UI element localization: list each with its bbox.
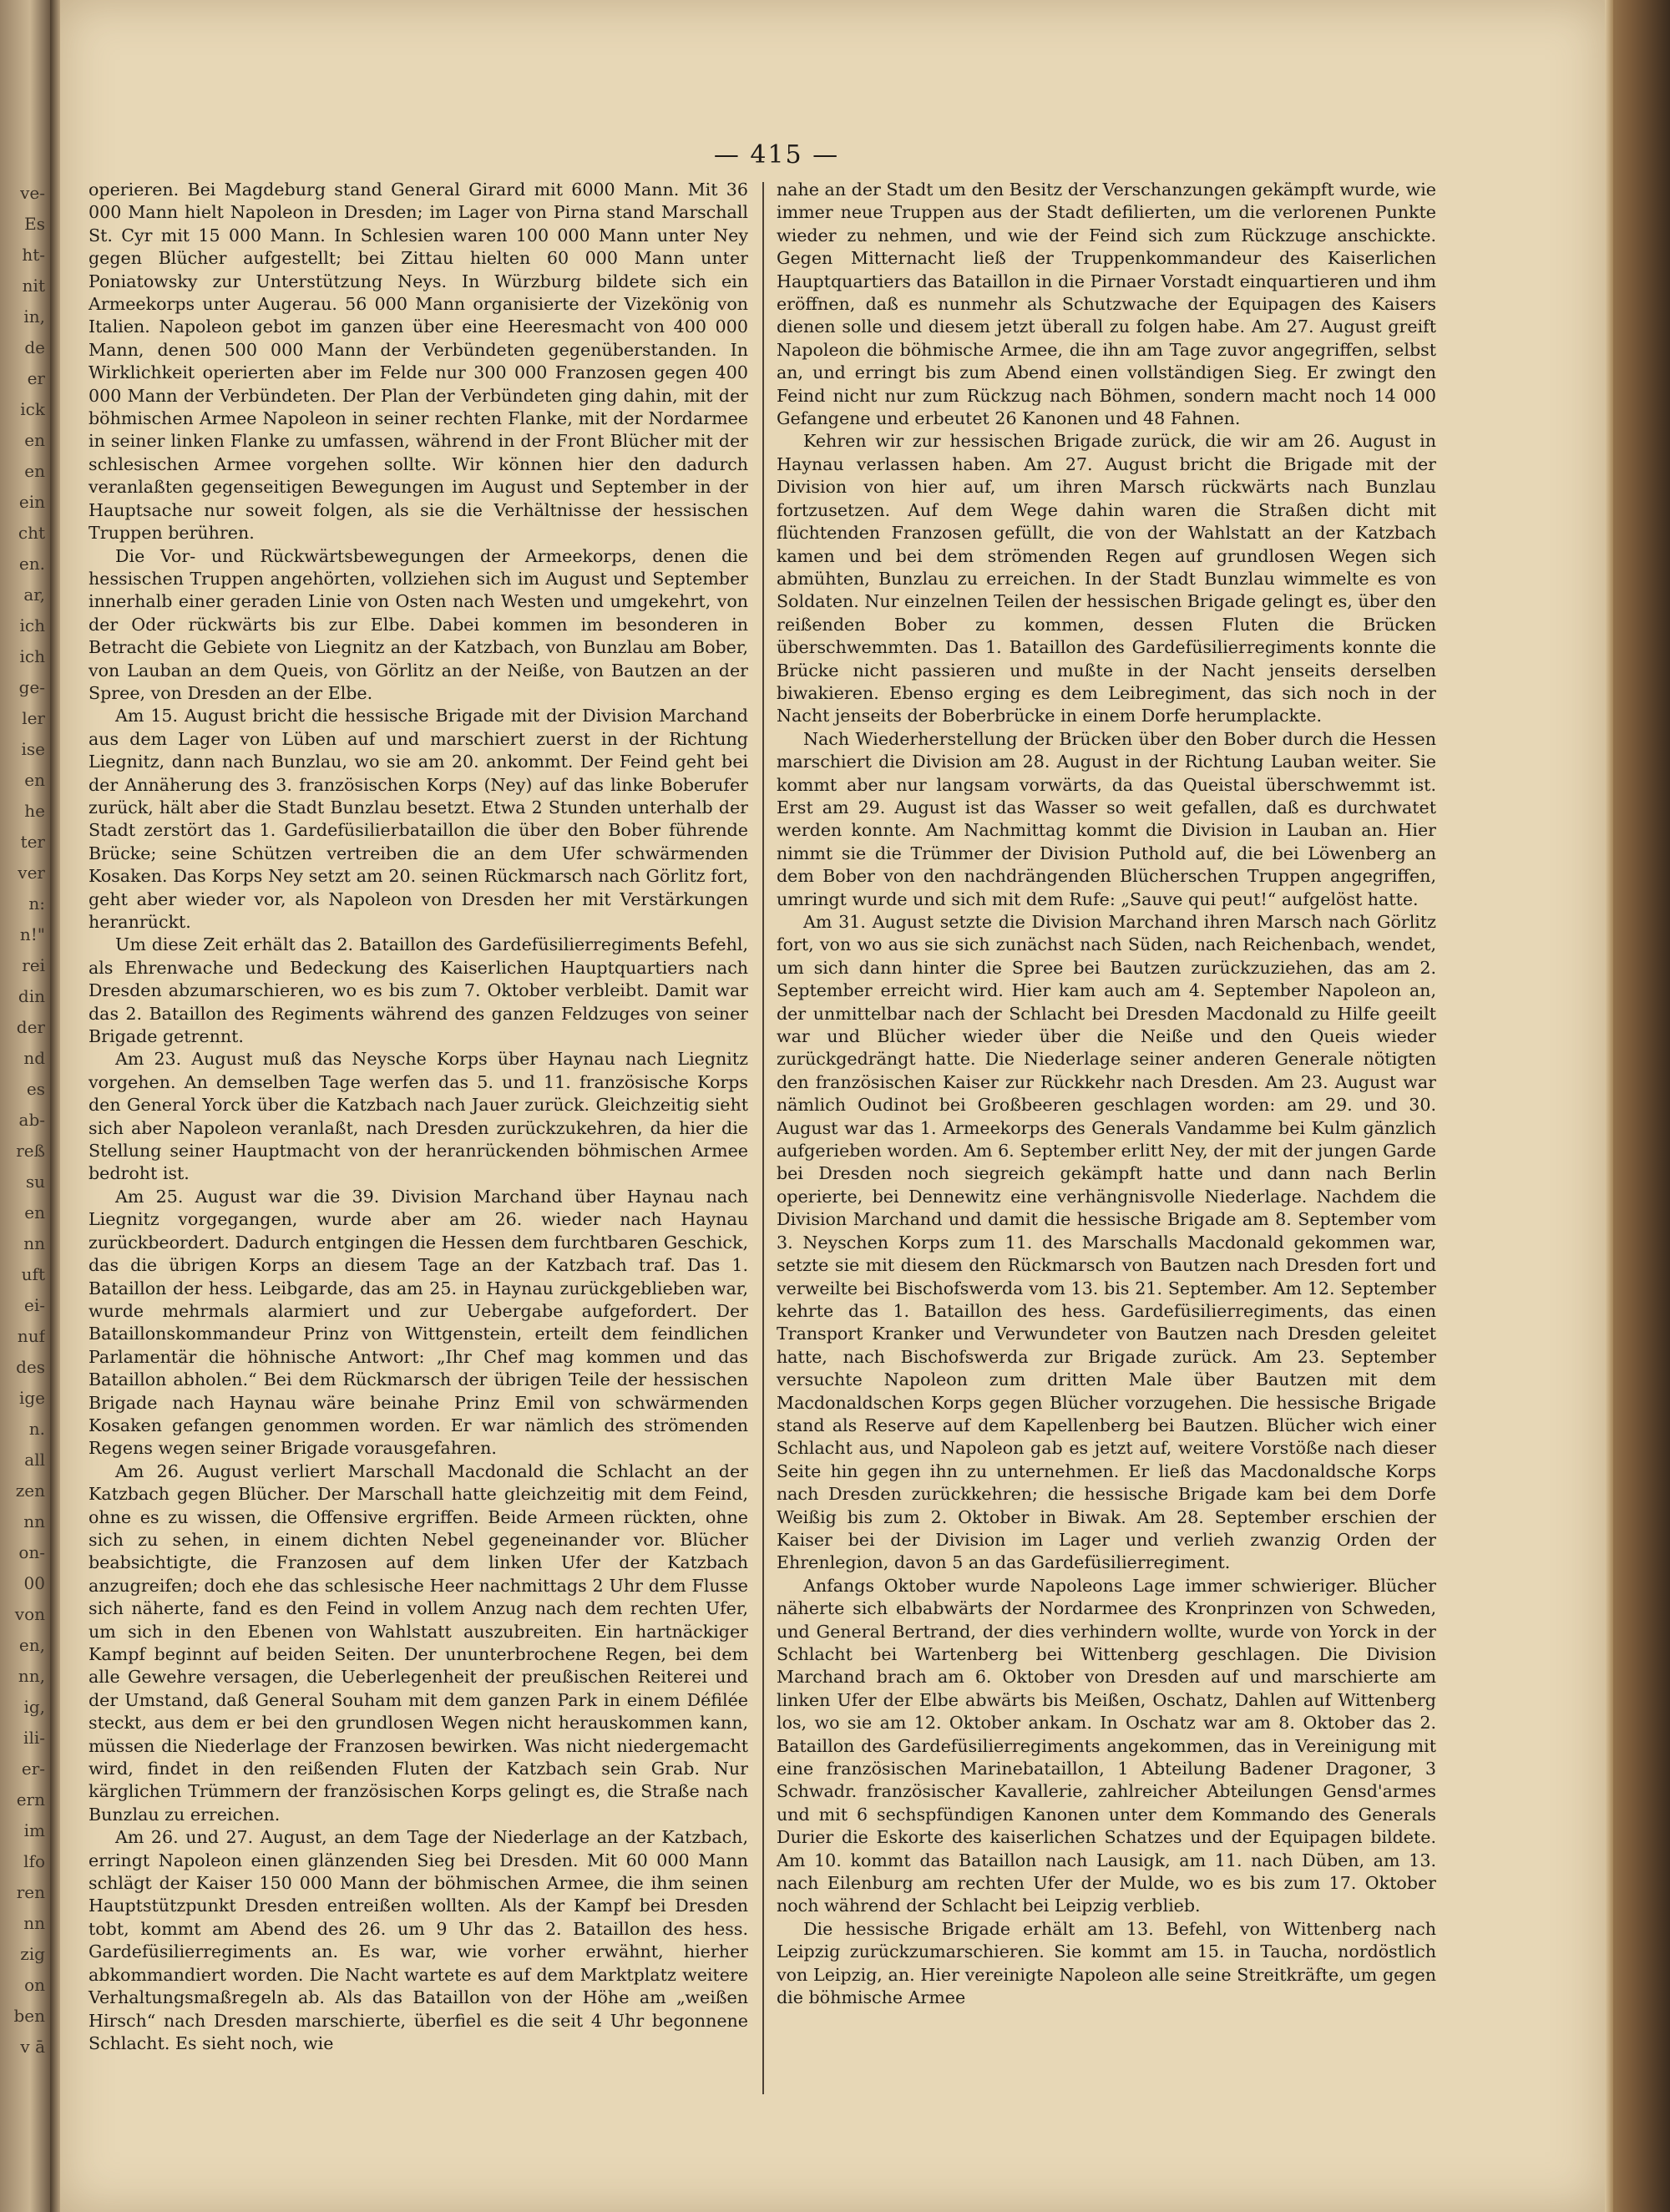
margin-fragment: ver (18, 863, 45, 883)
margin-fragment: en (24, 430, 45, 450)
margin-fragment: reß (16, 1141, 45, 1161)
paragraph: nahe an der Stadt um den Besitz der Verschanzungen gekämpft wurde, wie immer neue Truppen aus der Stadt defilierten, um die verlorenen Punkte wieder zu nehmen, und wie der Feind sich zum Rückzuge anschickte. Gegen Mitternacht ließ der Truppenkommandeur des Kaiserlichen Hauptquartiers das Bataillon in die Pirnaer Vorstadt einquartieren und ihm eröffnen, daß es nunmehr als Schutzwache der Equipagen des Kaisers dienen solle und diesem jetzt überall zu folgen habe. Am 27. August greift Napoleon die böhmische Armee, die ihn am Tage zuvor angegriffen, selbst an, und erringt bis zum Abend einen vollständigen Sieg. Er zwingt den Feind nicht nur zum Rückzug nach Böhmen, sondern macht noch 14 000 Gefangene und erbeutet 26 Kanonen und 48 Fahnen. (777, 180, 1436, 429)
margin-fragment: ab- (18, 1110, 45, 1130)
margin-fragment: nit (22, 276, 45, 296)
paragraph: Nach Wiederherstellung der Brücken über den Bober durch die Hessen marschiert die Division am 28. August in der Richtung Lauban weiter. Sie kommt aber nur langsam vorwärts, da das Queistal überschwemmt ist. Erst am 29. August ist das Wasser so weit gefallen, daß es durchwatet werden konnte. Am Nachmittag kommt die Division in Lauban an. Hier nimmt sie die Trümmer der Division Puthold auf, die bei Löwenberg an dem Bober von den nachdrängenden Blücherschen Truppen angegriffen, umringt wurde und sich mit dem Rufe: „Sauve qui peut!“ aufgelöst hatte. (777, 728, 1436, 909)
margin-fragment: en (24, 1202, 45, 1222)
margin-fragment: des (16, 1357, 45, 1377)
margin-fragment: nuf (17, 1326, 45, 1346)
margin-fragment: n: (28, 893, 45, 914)
margin-fragment: rei (22, 955, 45, 975)
margin-fragment: von (14, 1604, 45, 1624)
margin-fragment: n!" (19, 924, 45, 944)
paragraph: Die Vor- und Rückwärtsbewegungen der Armeekorps, denen die hessischen Truppen angehörten, vollziehen sich im August und September innerhalb einer geraden Linie von Osten nach Westen und umgekehrt, von der Oder rückwärts bis zur Elbe. Dabei kommen im besonderen in Betracht die Gebiete von Liegnitz an der Katzbach, von Bunzlau am Bober, von Lauban an dem Queis, von Görlitz an der Neiße, von Bautzen an der Spree, von Dresden an der Elbe. (89, 545, 748, 703)
paragraph: Am 25. August war die 39. Division Marchand über Haynau nach Liegnitz vorgegangen, wurde aber am 26. wieder nach Haynau zurückbeordert. Dadurch entgingen die Hessen dem furchtbaren Geschick, das die übrigen Korps an diesem Tage an der Katzbach traf. Das 1. Bataillon der hess. Leibgarde, das am 25. in Haynau zurückgeblieben war, wurde mehrmals alarmiert und zur Uebergabe aufgefordert. Der Bataillonskommandeur Prinz von Wittgenstein, erteilt dem feindlichen Parlamentär die höhnische Antwort: „Ihr Chef mag kommen und das Bataillon abholen.“ Bei dem Rückmarsch der übrigen Teile der hessischen Brigade nach Haynau wäre beinahe Prinz Emil von schwärmenden Kosaken gefangen genommen worden. Er war nämlich des strömenden Regens wegen seiner Brigade vorausgefahren. (89, 1186, 748, 1459)
margin-fragment: v ā (20, 2037, 45, 2057)
margin-fragment: ar, (23, 585, 45, 605)
paragraph: Am 23. August muß das Neysche Korps über Haynau nach Liegnitz vorgehen. An demselben Tage werfen das 5. und 11. französische Korps den General Yorck über die Katzbach nach Jauer zurück. Gleichzeitig sieht sich aber Napoleon veranlaßt, nach Dresden zurückzukehren, da hier die Stellung seiner Hauptmacht von der heranrückenden böhmischen Armee bedroht ist. (89, 1049, 748, 1184)
paragraph: Anfangs Oktober wurde Napoleons Lage immer schwieriger. Blücher näherte sich elbabwärts der Nordarmee des Kronprinzen von Schweden, und General Bertrand, der dies verhindern wollte, wurde von Yorck in der Schlacht bei Wartenberg bei Wittenberg geschlagen. Die Division Marchand brach am 6. Oktober von Dresden auf und marschierte am linken Ufer der Elbe abwärts bis Meißen, Oschatz, Dahlen auf Wittenberg los, wo sie am 12. Oktober ankam. In Oschatz war am 8. Oktober das 2. Bataillon des Gardefüsilierregiments angekommen, das in Vereinigung mit eine französischen Marinebataillon, 1 Abteilung Badener Dragoner, 3 Schwadr. französischer Kavallerie, zahlreicher Abteilungen Gensd'armes und mit 6 sechspfündigen Kanonen unter dem Kommando des Generals Durier die Eskorte des kaiserlichen Schatzes und der Equipagen bildete. Am 10. kommt das Bataillon nach Lausigk, am 11. nach Düben, am 13. nach Eilenburg am rechten Ufer der Mulde, wo es bis zum 17. Oktober noch während der Schlacht bei Leipzig verblieb. (777, 1575, 1436, 1916)
margin-fragment: er- (21, 1759, 45, 1779)
margin-fragment: en. (18, 554, 45, 574)
page-edges-right (1605, 0, 1670, 2212)
margin-fragment: all (24, 1450, 45, 1470)
margin-fragment: in, (23, 306, 45, 326)
margin-fragment: ren (16, 1882, 45, 1902)
margin-fragment: ein (18, 492, 45, 512)
margin-fragment: on- (18, 1542, 45, 1562)
paragraph: Am 26. August verliert Marschall Macdonald die Schlacht an der Katzbach gegen Blücher. Der Marschall hatte gleichzeitig mit dem Feind, ohne es zu wissen, die Offensive ergriffen. Beide Armeen rückten, ohne sich zu sehen, in einem dichten Nebel gegeneinander vor. Blücher beabsichtigte, die Franzosen auf dem linken Ufer der Katzbach anzugreifen; doch ehe das schlesische Heer nachmittags 2 Uhr dem Flusse sich näherte, fand es den Feind in vollem Anzug nach dem rechten Ufer, um sich in den Ebenen von Wahlstatt auszubreiten. Ein hartnäckiger Kampf beginnt auf beiden Seiten. Der ununterbrochene Regen, bei dem alle Gewehre versagen, die Ueberlegenheit der preußischen Reiterei und der Umstand, daß General Souham mit dem ganzen Park in einem Défilée steckt, aus dem er bei den grundlosen Wegen nicht herauskommen kann, müssen die Niederlage der Franzosen bewirken. Was nicht niedergemacht wird, findet in den reißenden Fluten der Katzbach sein Grab. Nur kärglichen Trümmern der französischen Korps gelingt es, die Straße nach Bunzlau zu erreichen. (89, 1460, 748, 1825)
margin-fragment: nn (23, 1913, 45, 1933)
margin-fragment: ge- (18, 677, 45, 697)
margin-fragment: ht- (22, 245, 45, 265)
margin-fragment: zig (20, 1944, 45, 1964)
previous-page-edge (0, 0, 50, 2212)
paragraph: Kehren wir zur hessischen Brigade zurück, die wir am 26. August in Haynau verlassen haben. Am 27. August bricht die Brigade mit der Division von hier auf, um ihren Marsch rückwärts nach Bunzlau fortzusetzen. Auf dem Wege dahin waren die Straßen dicht mit flüchtenden Franzosen gefüllt, die von der Wahlstatt an der Katzbach kamen und bei dem strömenden Regen auf grundlosen Wegen sich abmühten, Bunzlau zu erreichen. In der Stadt Bunzlau wimmelte es von Soldaten. Nur einzelnen Teilen der hessischen Brigade gelingt es, über den reißenden Bober zu kommen, dessen Fluten die Brücken überschwemmten. Das 1. Bataillon des Gardefüsilierregiments konnte die Brücke nicht passieren und mußte in der Nacht jenseits derselben biwakieren. Ebenso erging es dem Leibregiment, das sich noch in der Nacht jenseits der Boberbrücke in einem Dorfe herumplackte. (777, 431, 1437, 726)
margin-fragment: n. (28, 1419, 45, 1439)
book-gutter (50, 0, 60, 2212)
column-divider (762, 182, 764, 2094)
margin-fragment: cht (18, 523, 45, 543)
text-column-right (777, 179, 1436, 2010)
margin-fragment: ich (19, 646, 45, 666)
page-number: — 415 — (713, 140, 840, 170)
margin-fragment: 00 (23, 1573, 45, 1593)
margin-fragment: im (23, 1820, 45, 1840)
margin-fragment: nn (23, 1233, 45, 1253)
paragraph: Am 31. August setzte die Division Marchand ihren Marsch nach Görlitz fort, von wo aus sie sich zunächst nach Süden, nach Reichenbach, wendet, um sich dann hinter die Spree bei Bautzen zurückzuziehen, das am 2. September erreicht wird. Hier kam auch am 4. September Napoleon an, der unmittelbar nach der Schlacht bei Dresden Macdonald zu Hilfe geeilt war und Blücher wieder über die Neiße und den Queis wieder zurückgedrängt hatte. Die Niederlage seiner anderen Generale nötigten den französischen Kaiser zur Rückkehr nach Dresden. Am 23. August war nämlich Oudinot bei Großbeeren geschlagen worden: am 29. und 30. August war das 1. Armeekorps des Generals Vandamme bei Kulm gänzlich aufgerieben worden. Am 6. September erlitt Ney, der mit der jungen Garde bei Dresden noch siegreich gekämpft hatte und dann nach Berlin operierte, bei Dennewitz eine verhängnisvolle Niederlage. Nachdem die Division Marchand und damit die hessische Brigade am 8. September vom 3. Neyschen Korps zum 11. des Marschalls Macdonald gekommen war, setzte sie mit diesem den Rückmarsch von Bautzen nach Dresden fort und verweilte bei Bischofswerda vom 13. bis 21. September. Am 12. September kehrte das 1. Bataillon des hess. Gardefüsilierregiments, das einen Transport Kranker und Verwundeter von Bautzen nach Dresden geleitet hatte, nach Bischofswerda zur Brigade zurück. Am 23. September versuchte Napoleon zum dritten Male über Bautzen mit dem Macdonaldschen Korps gegen Blücher vorzugehen. Die hessische Brigade stand als Reserve auf dem Kapellenberg bei Bautzen. Blücher wich einer Schlacht aus, und Napoleon gab es jetzt auf, weitere Vorstöße nach dieser Seite hin gegen ihn zu unternehmen. Er ließ das Macdonaldsche Korps nach Dresden zurückkehren; die hessische Brigade kam bei dem Dorfe Weißig bis zum 2. Oktober in Biwak. Am 28. September erschien der Kaiser bei der Division im Lager und verlieh zwanzig Orden der Ehrenlegion, davon 5 an das Gardefüsilierregiment. (777, 912, 1436, 1573)
margin-fragment: es (26, 1079, 45, 1099)
margin-fragment: nn, (18, 1666, 45, 1686)
margin-fragment: Es (24, 214, 45, 234)
margin-fragment: ich (19, 615, 45, 635)
paragraph: Am 26. und 27. August, an dem Tage der Niederlage an der Katzbach, erringt Napoleon einen glänzenden Sieg bei Dresden. Mit 60 000 Mann schlägt der Kaiser 150 000 Mann der böhmischen Armee, die ihm seinen Hauptstützpunkt Dresden entreißen wollten. Als der Kampf bei Dresden tobt, kommt am Abend des 26. um 9 Uhr das 2. Bataillon des hess. Gardefüsilierregiments an. Es war, wie vorher erwähnt, hierher abkommandiert worden. Die Nacht wartete es auf dem Marktplatz weitere Verhaltungsmaßregeln ab. Als das Bataillon von der Höhe am „weißen Hirsch“ nach Dresden marschierte, überfiel es die seit 4 Uhr begonnene Schlacht. Es sieht noch, wie (89, 1827, 748, 2053)
margin-fragment: ick (20, 399, 45, 419)
margin-fragment: he (24, 801, 45, 821)
margin-fragment: en (24, 461, 45, 481)
margin-fragment: din (18, 986, 45, 1006)
margin-fragment: su (25, 1172, 45, 1192)
margin-fragment: ern (16, 1789, 45, 1810)
margin-fragment: ige (18, 1388, 45, 1408)
margin-fragment: nd (23, 1048, 45, 1068)
text-column-left (89, 179, 748, 2055)
margin-fragment: uft (21, 1264, 45, 1284)
margin-fragment: en (24, 770, 45, 790)
margin-fragment: ig, (23, 1697, 45, 1717)
margin-fragment: ler (22, 708, 45, 728)
margin-fragment: lfo (23, 1851, 45, 1871)
paragraph: Die hessische Brigade erhält am 13. Befehl, von Wittenberg nach Leipzig zurückzumarschieren. Sie kommt am 15. in Taucha, nordöstlich von Leipzig, an. Hier vereinigte Napoleon alle seine Streitkräfte, um gegen die böhmische Armee (777, 1918, 1436, 2008)
margin-fragment: ter (20, 832, 45, 852)
margin-fragment: nn (23, 1511, 45, 1531)
paragraph: Am 15. August bricht die hessische Brigade mit der Division Marchand aus dem Lager von Lüben auf und marschiert zuerst in der Richtung Liegnitz, dann nach Bunzlau, wo sie am 20. ankommt. Der Feind geht bei der Annäherung des 3. französischen Korps (Ney) auf das linke Boberufer zurück, hält aber die Stadt Bunzlau besetzt. Etwa 2 Stunden unterhalb der Stadt zerstört das 1. Gardefüsilierbataillon die über den Bober führende Brücke; seine Schützen vertreiben die an dem Ufer schwärmenden Kosaken. Das Korps Ney setzt am 20. seinen Rückmarsch nach Görlitz fort, geht aber wieder vor, als Napoleon von Dresden her mit Verstärkungen heranrückt. (89, 706, 748, 932)
margin-fragment: ve- (20, 183, 45, 203)
margin-fragment: ben (13, 2006, 45, 2026)
margin-fragment: en, (18, 1635, 45, 1655)
paragraph: operieren. Bei Magdeburg stand General Girard mit 6000 Mann. Mit 36 000 Mann hielt Napoleon in Dresden; im Lager von Pirna stand Marschall St. Cyr mit 15 000 Mann. In Schlesien waren 100 000 Mann unter Ney gegen Blücher aufgestellt; bei Zittau hielten 60 000 Mann unter Poniatowsky zur Unterstützung Neys. In Würzburg bildete sich ein Armeekorps unter Augerau. 56 000 Mann organisierte der Vizekönig von Italien. Napoleon gebot im ganzen über eine Heeresmacht von 400 000 Mann, denen 500 000 Mann der Verbündeten gegenüberstanden. In Wirklichkeit operierten aber im Felde nur 300 000 Franzosen gegen 400 000 Mann der Verbündeten. Der Plan der Verbündeten ging dahin, mit der böhmischen Armee Napoleon in seiner rechten Flanke, mit der Nordarmee in seiner linken Flanke zu umfassen, während in der Front Blücher mit der schlesischen Armee vorgehen sollte. Wir können hier den dadurch veranlaßten gegenseitigen Bewegungen im August und September in der Hauptsache nur soweit folgen, als sie die Verhältnisse der hessischen Truppen berühren. (89, 180, 748, 544)
margin-fragment: der (16, 1017, 45, 1037)
margin-fragment: er (27, 368, 45, 388)
margin-fragment: de (24, 337, 45, 357)
margin-fragment: ei- (24, 1295, 45, 1315)
margin-fragment: ili- (23, 1728, 45, 1748)
margin-fragment: on (24, 1975, 45, 1995)
paragraph: Um diese Zeit erhält das 2. Bataillon des Gardefüsilierregiments Befehl, als Ehrenwache und Bedeckung des Kaiserlichen Hauptquartiers nach Dresden abzumarschieren, wo es bis zum 7. Oktober verbleibt. Damit war das 2. Bataillon des Regiments während des ganzen Feldzuges von seiner Brigade getrennt. (89, 934, 748, 1047)
margin-fragment: ise (21, 739, 45, 759)
margin-fragment: zen (15, 1481, 45, 1501)
